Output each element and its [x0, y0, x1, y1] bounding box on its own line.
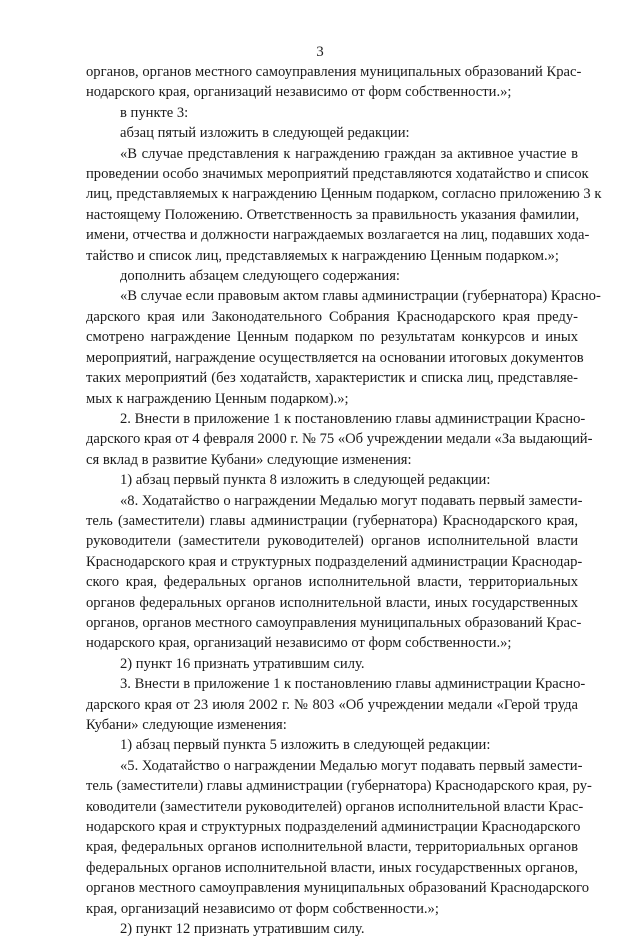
- text-line: «В случае представления к награждению граждан за активное участие в: [120, 145, 578, 162]
- text-line: дарского края от 23 июля 2002 г. № 803 «Об учреждении медали «Герой труда: [86, 696, 578, 713]
- text-line: 2. Внести в приложение 1 к постановлению главы администрации Красно-: [120, 410, 586, 427]
- text-line: проведении особо значимых мероприятий представляются ходатайство и список: [86, 166, 589, 183]
- text-line: 2) пункт 12 признать утратившим силу.: [120, 921, 365, 938]
- text-line: «8. Ходатайство о награждении Медалью могут подавать первый замести-: [120, 492, 583, 509]
- text-line: 1) абзац первый пункта 5 изложить в следующей редакции:: [120, 737, 491, 754]
- text-line: тель (заместители) главы администрации (губернатора) Краснодарского края,: [86, 512, 578, 529]
- text-line: Краснодарского края и структурных подразделений администрации Краснодар-: [86, 553, 583, 570]
- text-line: абзац пятый изложить в следующей редакции:: [120, 125, 410, 142]
- text-line: дополнить абзацем следующего содержания:: [120, 268, 400, 285]
- text-line: мых к награждению Ценным подарком).»;: [86, 390, 349, 407]
- text-line: края, федеральных органов исполнительной власти, территориальных органов: [86, 839, 578, 856]
- text-line: «В случае если правовым актом главы администрации (губернатора) Красно-: [120, 288, 601, 305]
- text-line: 1) абзац первый пункта 8 изложить в следующей редакции:: [120, 472, 491, 489]
- text-line: в пункте 3:: [120, 104, 189, 121]
- text-line: ского края, федеральных органов исполнительной власти, территориальных: [86, 574, 578, 591]
- text-line: дарского края или Законодательного Собрания Краснодарского края преду-: [86, 308, 578, 325]
- text-line: органов федеральных органов исполнительной власти, иных государственных: [86, 594, 578, 611]
- text-line: органов, органов местного самоуправления муниципальных образований Крас-: [86, 614, 582, 631]
- text-line: ководители (заместители руководителей) органов исполнительной власти Крас-: [86, 798, 584, 815]
- text-line: Кубани» следующие изменения:: [86, 717, 287, 733]
- text-line: таких мероприятий (без ходатайств, характеристик и списка лиц, представляе-: [86, 370, 578, 387]
- text-line: лиц, представляемых к награждению Ценным подарком, согласно приложению 3 к: [86, 186, 602, 203]
- text-line: руководители (заместители руководителей) органов исполнительной власти: [86, 533, 578, 550]
- text-line: нодарского края, организаций независимо от форм собственности.»;: [86, 84, 512, 101]
- text-line: органов местного самоуправления муниципальных образований Краснодарского: [86, 880, 590, 897]
- text-line: нодарского края и структурных подразделений администрации Краснодарского: [86, 819, 581, 836]
- text-line: федеральных органов исполнительной власти, иных государственных органов,: [86, 859, 578, 876]
- text-line: имени, отчества и должности награждаемых возлагается на лиц, подавших хода-: [86, 227, 590, 244]
- text-line: органов, органов местного самоуправления муниципальных образований Крас-: [86, 64, 582, 80]
- text-line: дарского края от 4 февраля 2000 г. № 75 «Об учреждении медали «За выдающий-: [86, 431, 593, 448]
- text-line: ся вклад в развитие Кубани» следующие изменения:: [86, 451, 412, 468]
- document-body: [86, 62, 602, 939]
- text-line: мероприятий, награждение осуществляется на основании итоговых документов: [86, 349, 584, 366]
- text-line: тель (заместители) главы администрации (губернатора) Краснодарского края, ру-: [86, 778, 592, 795]
- text-line: смотрено награждение Ценным подарком по результатам конкурсов и иных: [86, 329, 578, 346]
- text-line: нодарского края, организаций независимо от форм собственности.»;: [86, 635, 512, 652]
- page-number: 3: [316, 44, 324, 60]
- text-line: 3. Внести в приложение 1 к постановлению главы администрации Красно-: [120, 676, 586, 693]
- text-line: 2) пункт 16 признать утратившим силу.: [120, 655, 365, 672]
- text-line: настоящему Положению. Ответственность за правильность указания фамилии,: [86, 206, 580, 223]
- text-line: тайство и список лиц, представляемых к награждению Ценным подарком.»;: [86, 247, 559, 264]
- text-line: края, организаций независимо от форм собственности.»;: [86, 900, 439, 917]
- text-line: «5. Ходатайство о награждении Медалью могут подавать первый замести-: [120, 757, 583, 774]
